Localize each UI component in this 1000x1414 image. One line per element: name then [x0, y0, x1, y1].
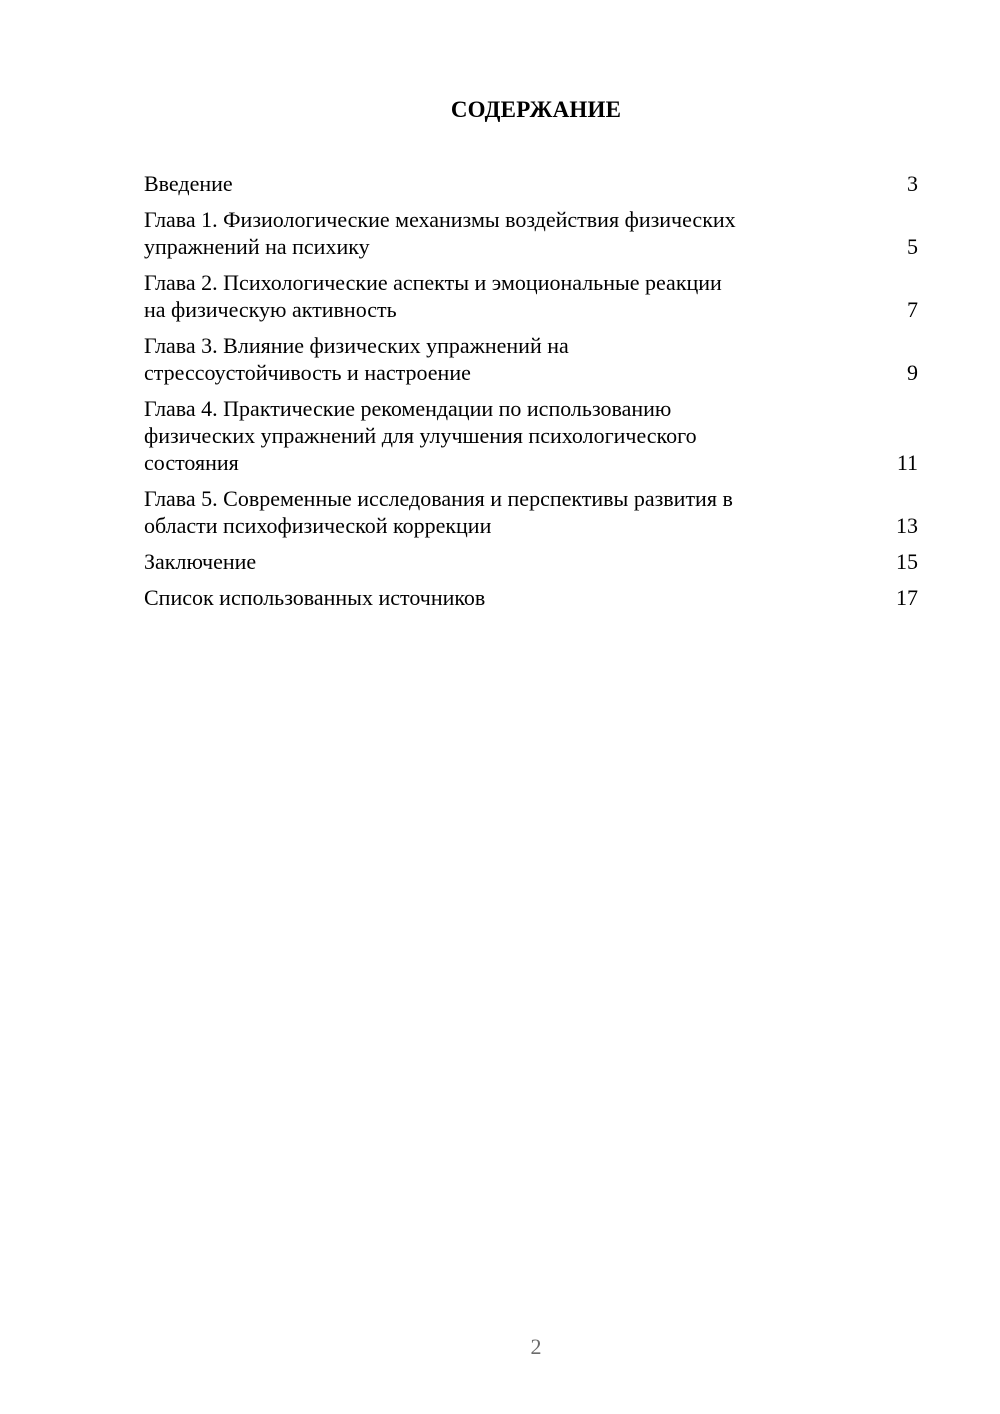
toc-entry-chapter-2 — [144, 269, 918, 323]
toc-entry-title: Глава 3. Влияние физических упражнений на стрессоустойчивость и настроение — [144, 333, 569, 385]
toc-entry-page: 11 — [896, 450, 918, 475]
toc-entry-page: 3 — [907, 171, 918, 196]
toc-entry-title: Глава 4. Практические рекомендации по использованию физических упражнений для улучшения психологического состояния — [144, 396, 697, 475]
toc-entry-page: 7 — [907, 297, 918, 322]
toc-entry-chapter-3 — [144, 332, 918, 386]
toc-entry-title: Глава 2. Психологические аспекты и эмоциональные реакции на физическую активность — [144, 270, 722, 322]
toc-entry-chapter-5 — [144, 485, 918, 539]
page-number: 2 — [530, 1334, 542, 1359]
toc-entry-title: Глава 5. Современные исследования и перспективы развития в области психофизической коррекции — [144, 486, 733, 538]
toc-entry-title: Список использованных источников — [144, 585, 486, 610]
toc-entry-references — [144, 584, 918, 611]
toc-entry-title: Заключение — [144, 549, 257, 574]
toc-entry-page: 13 — [896, 513, 918, 538]
toc-entry-title: Введение — [144, 171, 233, 196]
toc-entry-chapter-4 — [144, 395, 918, 476]
toc-entry-title: Глава 1. Физиологические механизмы воздействия физических упражнений на психику — [144, 207, 736, 259]
toc-entry-page: 17 — [896, 585, 918, 610]
toc-entry-conclusion — [144, 548, 918, 575]
toc-entry-page: 5 — [907, 234, 918, 259]
toc-heading: СОДЕРЖАНИЕ — [450, 97, 622, 122]
toc-entry-chapter-1 — [144, 206, 918, 260]
toc-entry-page: 15 — [896, 549, 918, 574]
toc-list — [144, 170, 918, 620]
toc-entry-introduction — [144, 170, 918, 197]
toc-entry-page: 9 — [907, 360, 918, 385]
